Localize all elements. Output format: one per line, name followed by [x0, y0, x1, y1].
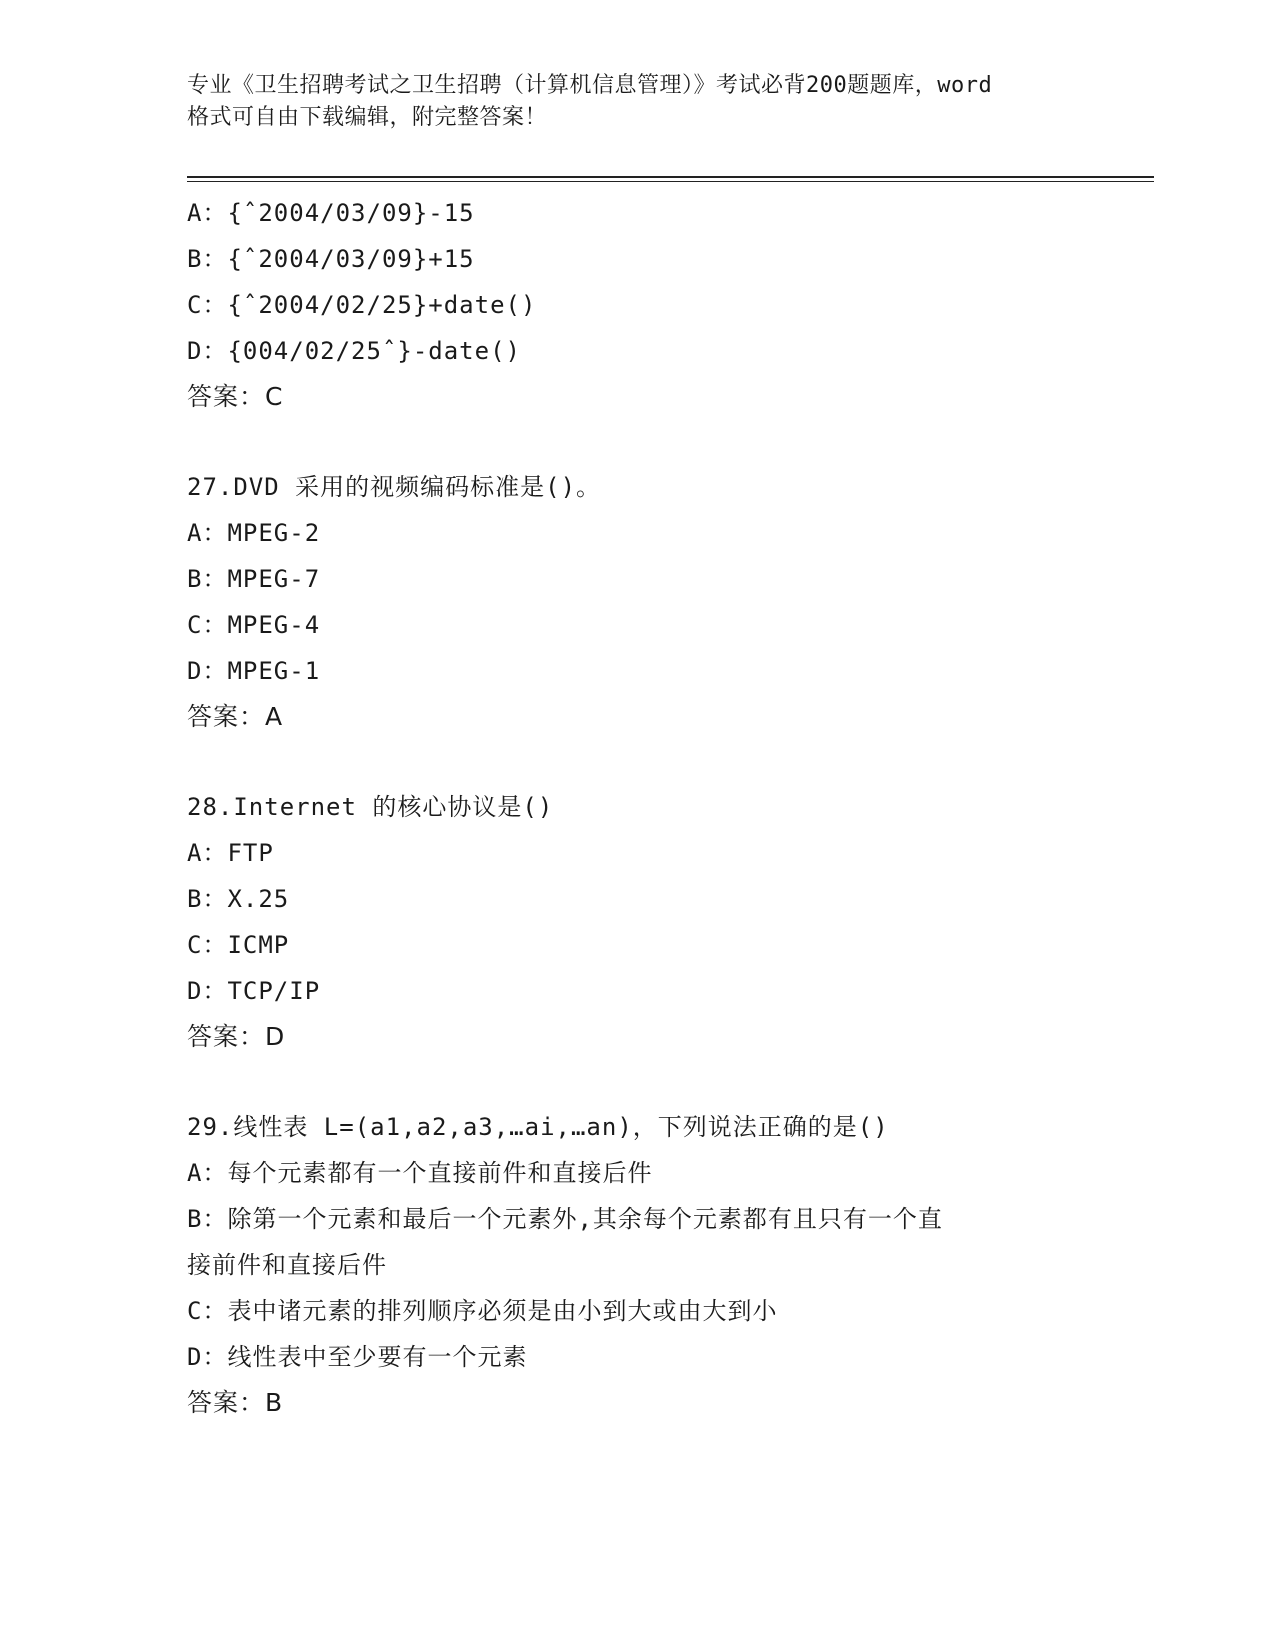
- option-a: A：MPEG-2: [187, 519, 321, 547]
- spacer: [187, 420, 1087, 464]
- question-28: [187, 784, 1087, 1060]
- question-text: 28.Internet 的核心协议是(): [187, 793, 554, 821]
- option-d: D：TCP/IP: [187, 977, 321, 1005]
- question-text: 27.DVD 采用的视频编码标准是()。: [187, 473, 602, 501]
- option-c: C：ICMP: [187, 931, 290, 959]
- option-d: D：{004/02/25ˆ}-date(): [187, 337, 521, 365]
- option-d: D：MPEG-1: [187, 657, 321, 685]
- question-29: [187, 1104, 1087, 1426]
- answer-line: 答案：D: [187, 1022, 286, 1051]
- header-divider-thick: [187, 176, 1154, 178]
- question-26: [187, 190, 1087, 420]
- header-line-1: 专业《卫生招聘考试之卫生招聘（计算机信息管理）》考试必背200题题库，word: [187, 73, 993, 98]
- spacer: [187, 1060, 1087, 1104]
- option-a: A：FTP: [187, 839, 274, 867]
- option-a: A：每个元素都有一个直接前件和直接后件: [187, 1159, 653, 1187]
- option-b: B：X.25: [187, 885, 290, 913]
- answer-line: 答案：B: [187, 1388, 284, 1417]
- option-b: B：MPEG-7: [187, 565, 321, 593]
- answer-line: 答案：A: [187, 702, 284, 731]
- header-line-2: 格式可自由下载编辑，附完整答案！: [187, 105, 548, 130]
- option-b-continued: 接前件和直接后件: [187, 1251, 387, 1279]
- option-c: C：MPEG-4: [187, 611, 321, 639]
- option-d: D：线性表中至少要有一个元素: [187, 1343, 528, 1371]
- option-b: B：除第一个元素和最后一个元素外,其余每个元素都有且只有一个直: [187, 1205, 943, 1233]
- option-c: C：表中诸元素的排列顺序必须是由小到大或由大到小: [187, 1297, 778, 1325]
- option-a: A：{ˆ2004/03/09}-15: [187, 199, 475, 227]
- option-b: B：{ˆ2004/03/09}+15: [187, 245, 475, 273]
- question-27: [187, 464, 1087, 740]
- answer-line: 答案：C: [187, 382, 284, 411]
- question-list: [187, 190, 1087, 1426]
- document-header: [187, 70, 1087, 134]
- header-divider-thin: [187, 181, 1154, 182]
- option-c: C：{ˆ2004/02/25}+date(): [187, 291, 537, 319]
- question-text: 29.线性表 L=(a1,a2,a3,…ai,…an)，下列说法正确的是(): [187, 1113, 889, 1141]
- spacer: [187, 740, 1087, 784]
